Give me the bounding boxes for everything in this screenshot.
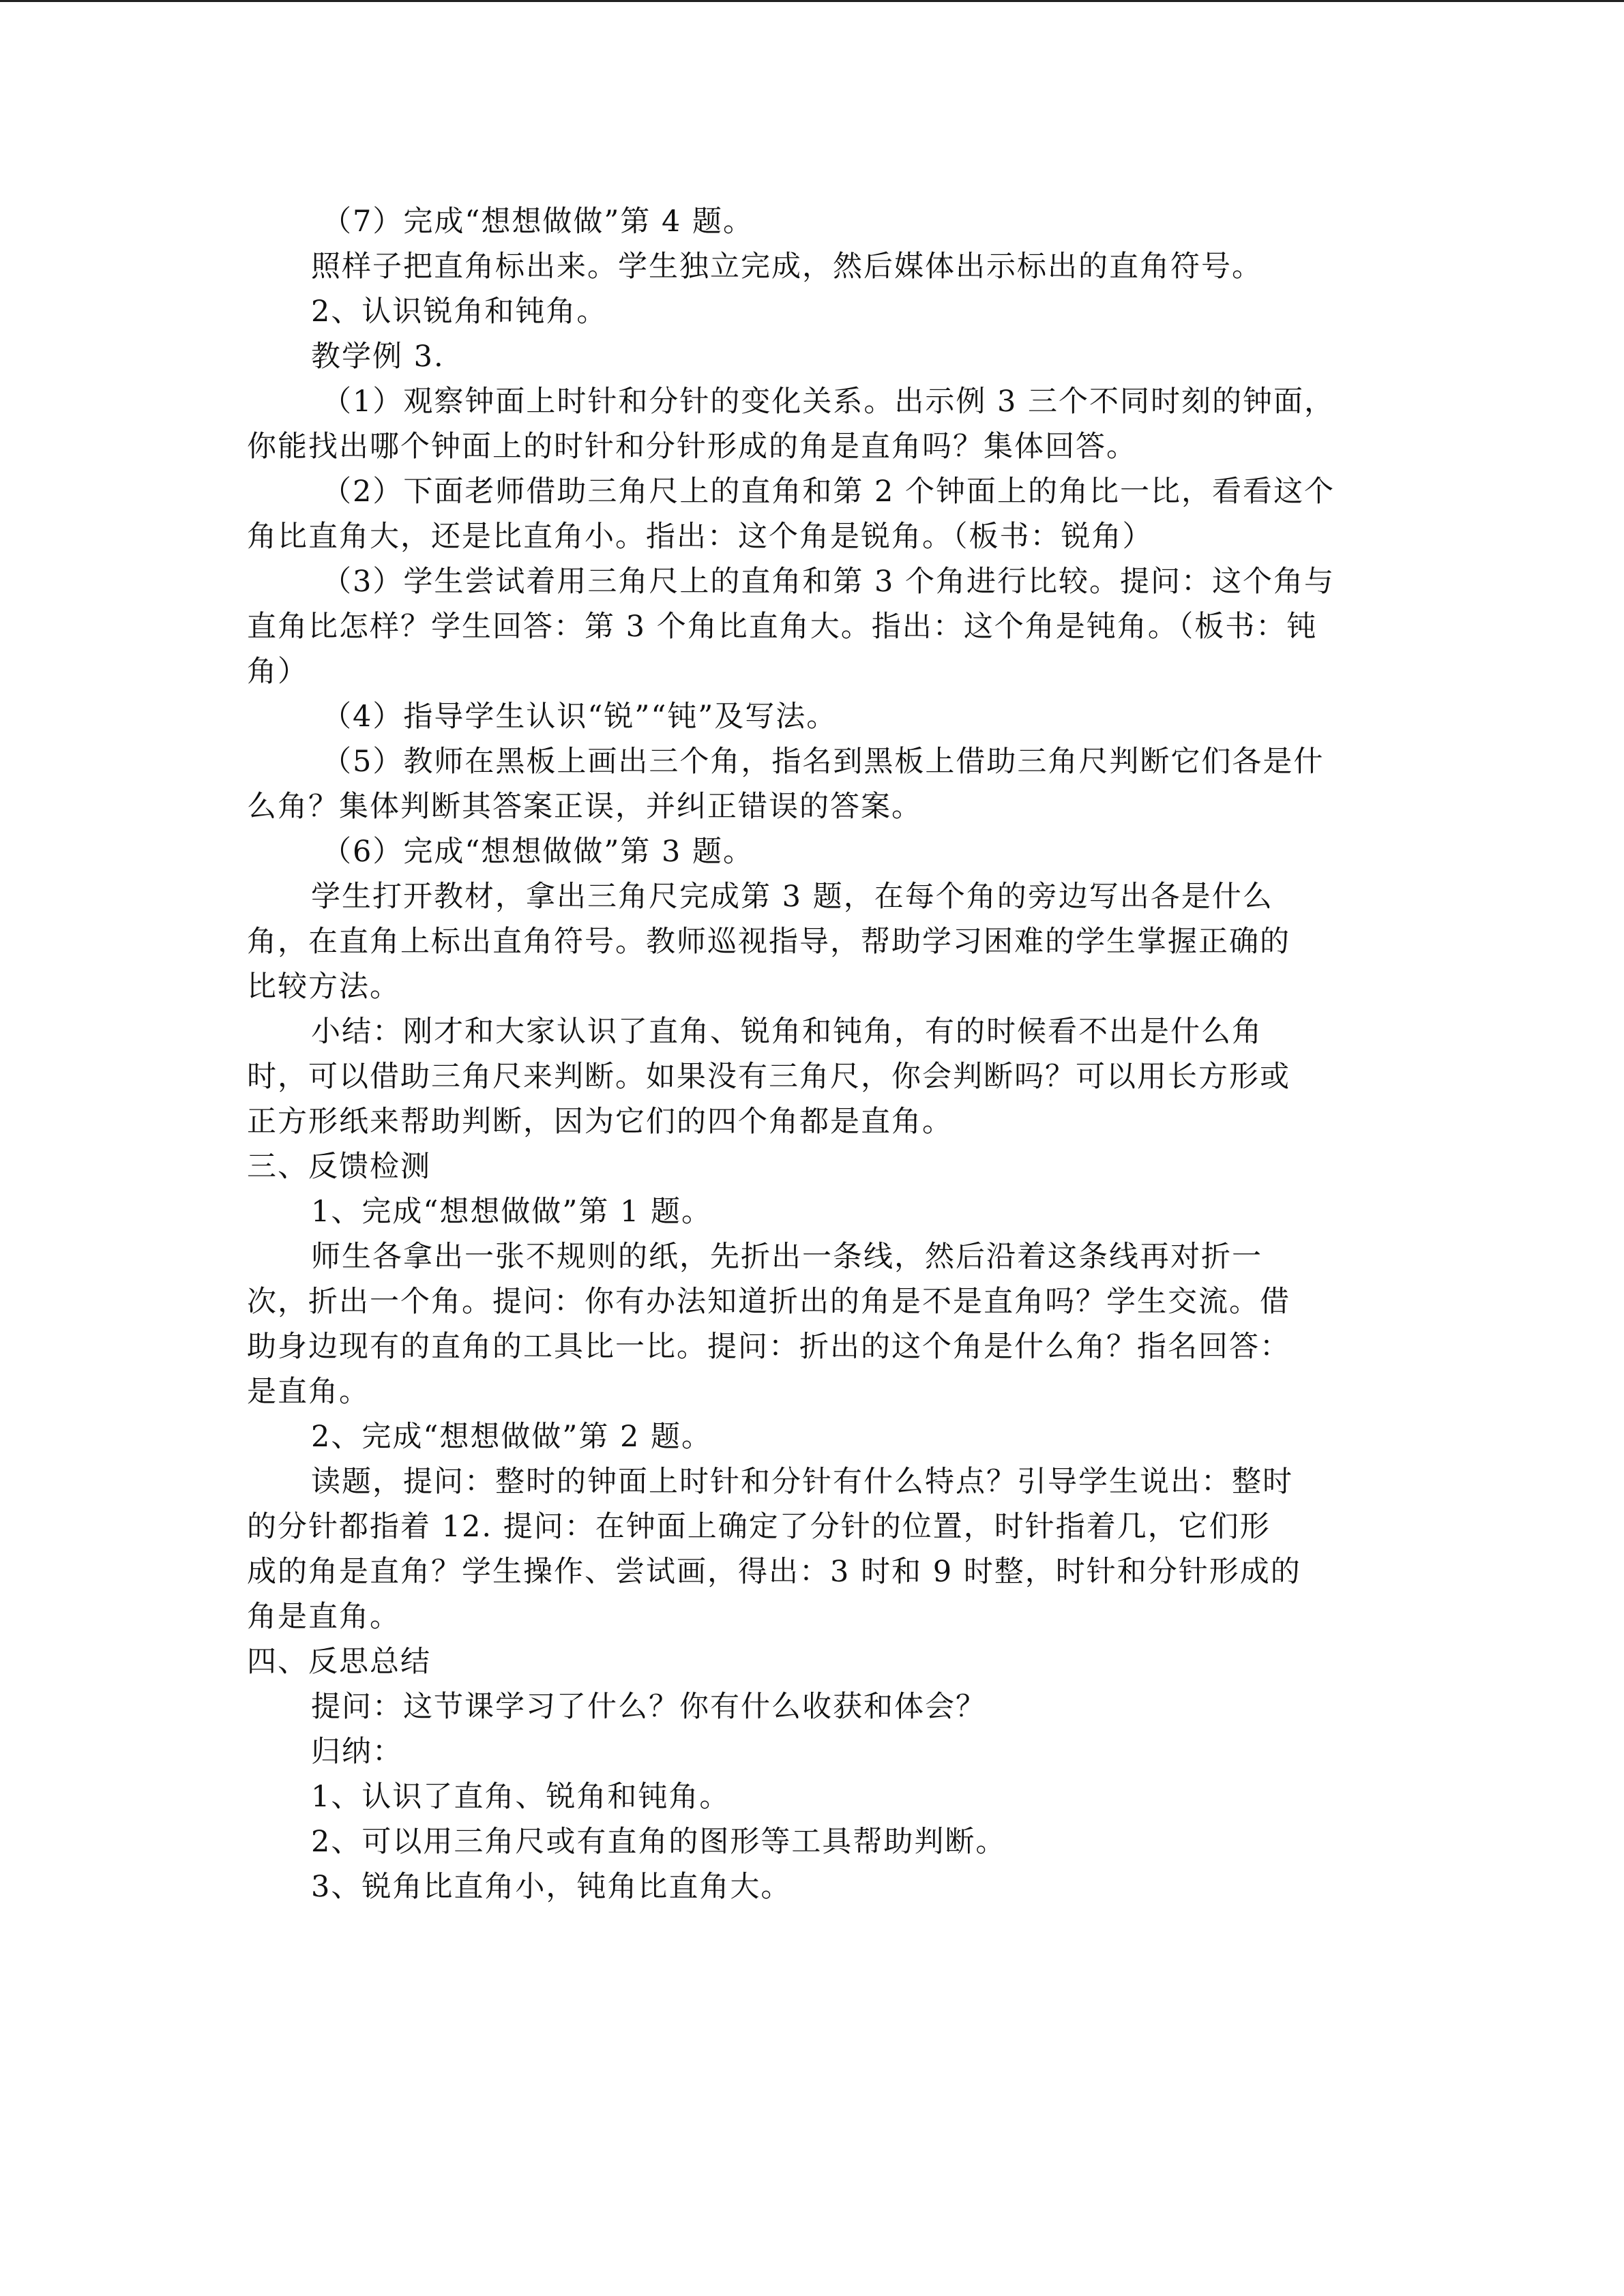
paragraph-q4 <box>247 694 1379 739</box>
paragraph-f2-body <box>247 1459 1379 1639</box>
text-line: （6）完成“想想做做”第 3 题。 <box>322 835 754 869</box>
text-line: （4）指导学生认识“锐”“钝”及写法。 <box>322 700 838 734</box>
text-line: 角，在直角上标出直角符号。教师巡视指导，帮助学习困难的学生掌握正确的 <box>247 925 1290 959</box>
paragraph-p7-title <box>247 199 1379 244</box>
text-line: 教学例 3. <box>311 340 445 374</box>
text-line: 是直角。 <box>247 1375 370 1409</box>
text-line: 四、反思总结 <box>247 1645 431 1679</box>
paragraph-q6 <box>247 829 1379 874</box>
paragraph-s2-title <box>247 289 1379 334</box>
text-line: 2、可以用三角尺或有直角的图形等工具帮助判断。 <box>311 1825 1007 1859</box>
text-line: 的分针都指着 12. 提问：在钟面上确定了分针的位置，时针指着几，它们形 <box>247 1510 1271 1544</box>
paragraph-f2-title <box>247 1414 1379 1459</box>
paragraph-r2 <box>247 1819 1379 1864</box>
paragraph-sec3 <box>247 1144 1379 1189</box>
text-line: 小结：刚才和大家认识了直角、锐角和钝角，有的时候看不出是什么角 <box>311 1015 1263 1049</box>
text-line: 么角？集体判断其答案正误，并纠正错误的答案。 <box>247 790 922 824</box>
paragraph-ex3 <box>247 334 1379 379</box>
text-line: （3）学生尝试着用三角尺上的直角和第 3 个角进行比较。提问：这个角与 <box>322 565 1335 599</box>
text-line: 学生打开教材，拿出三角尺完成第 3 题，在每个角的旁边写出各是什么 <box>311 880 1273 914</box>
text-line: 1、完成“想想做做”第 1 题。 <box>311 1195 713 1229</box>
text-line: 照样子把直角标出来。学生独立完成，然后媒体出示标出的直角符号。 <box>311 250 1263 284</box>
text-line: 2、认识锐角和钝角。 <box>311 295 608 329</box>
page-top-border <box>0 0 1624 2</box>
paragraph-q3 <box>247 559 1379 694</box>
paragraph-f1-body <box>247 1234 1379 1414</box>
text-line: 助身边现有的直角的工具比一比。提问：折出的这个角是什么角？指名回答： <box>247 1330 1290 1364</box>
text-line: 比较方法。 <box>247 970 400 1004</box>
text-line: 2、完成“想想做做”第 2 题。 <box>311 1420 713 1454</box>
paragraph-q5 <box>247 739 1379 829</box>
text-line: 你能找出哪个钟面上的时针和分针形成的角是直角吗？集体回答。 <box>247 430 1137 464</box>
paragraph-q6-body <box>247 874 1379 1009</box>
text-line: （7）完成“想想做做”第 4 题。 <box>322 205 754 239</box>
paragraph-q2 <box>247 469 1379 559</box>
text-line: 角） <box>247 655 308 689</box>
text-line: 次，折出一个角。提问：你有办法知道折出的角是不是直角吗？学生交流。借 <box>247 1285 1290 1319</box>
paragraph-r-q <box>247 1684 1379 1729</box>
paragraph-summary <box>247 1009 1379 1144</box>
paragraph-q1 <box>247 379 1379 469</box>
document-page <box>247 199 1379 1909</box>
text-line: 3、锐角比直角小，钝角比直角大。 <box>311 1870 792 1904</box>
text-line: 时，可以借助三角尺来判断。如果没有三角尺，你会判断吗？可以用长方形或 <box>247 1060 1290 1094</box>
text-line: 提问：这节课学习了什么？你有什么收获和体会？ <box>311 1690 986 1724</box>
paragraph-r-sum <box>247 1729 1379 1774</box>
paragraph-r1 <box>247 1774 1379 1819</box>
text-line: 角是直角。 <box>247 1600 400 1634</box>
text-line: 师生各拿出一张不规则的纸，先折出一条线，然后沿着这条线再对折一 <box>311 1240 1263 1274</box>
text-line: 成的角是直角？学生操作、尝试画，得出：3 时和 9 时整，时针和分针形成的 <box>247 1555 1301 1589</box>
text-line: 读题，提问：整时的钟面上时针和分针有什么特点？引导学生说出：整时 <box>311 1465 1293 1499</box>
text-line: 1、认识了直角、锐角和钝角。 <box>311 1780 730 1814</box>
text-line: （2）下面老师借助三角尺上的直角和第 2 个钟面上的角比一比，看看这个 <box>322 475 1335 509</box>
text-line: 归纳： <box>311 1735 403 1769</box>
paragraph-f1-title <box>247 1189 1379 1234</box>
paragraph-r3 <box>247 1864 1379 1909</box>
text-line: 直角比怎样？学生回答：第 3 个角比直角大。指出：这个角是钝角。（板书：钝 <box>247 610 1318 644</box>
text-line: 角比直角大，还是比直角小。指出：这个角是锐角。（板书：锐角） <box>247 520 1153 554</box>
text-line: （1）观察钟面上时针和分针的变化关系。出示例 3 三个不同时刻的钟面， <box>322 385 1335 419</box>
text-line: 三、反馈检测 <box>247 1150 431 1184</box>
text-line: 正方形纸来帮助判断，因为它们的四个角都是直角。 <box>247 1105 953 1139</box>
text-line: （5）教师在黑板上画出三个角，指名到黑板上借助三角尺判断它们各是什 <box>322 745 1325 779</box>
paragraph-p7-body <box>247 244 1379 289</box>
paragraph-sec4 <box>247 1639 1379 1684</box>
